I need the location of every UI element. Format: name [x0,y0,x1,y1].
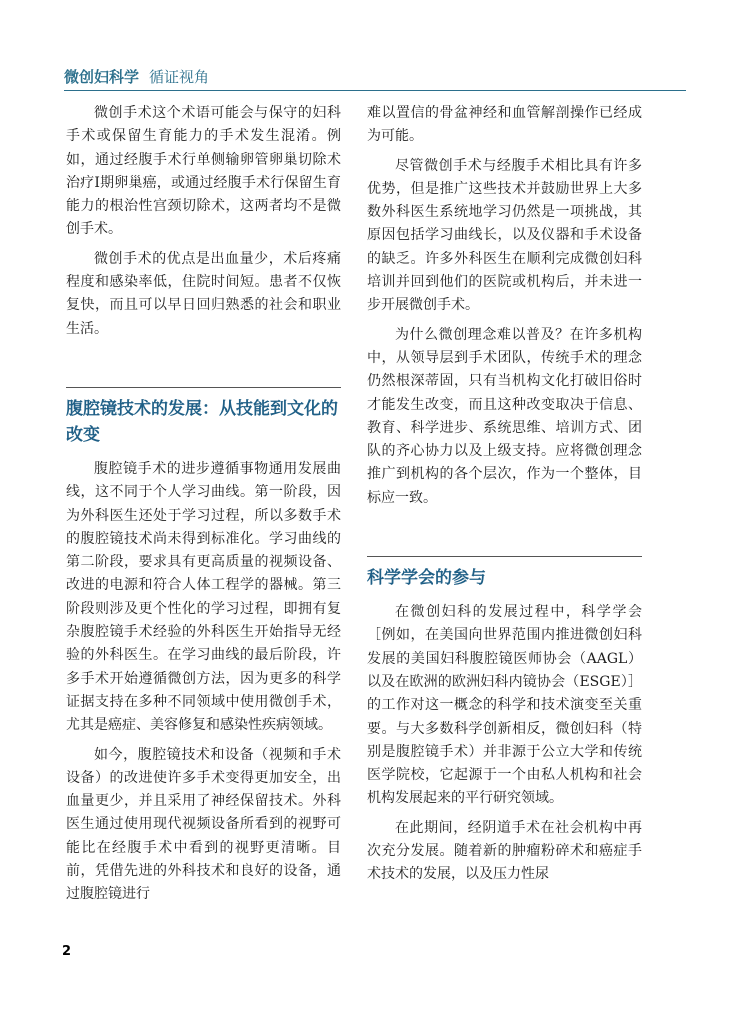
body-paragraph: 在微创妇科的发展过程中，科学学会［例如，在美国向世界范围内推进微创妇科发展的美国妇科腹腔镜医师协会（AAGL）以及在欧洲的欧洲妇科内镜协会（ESGE）］的工作对这一概念的科学和技术演变至关重要。与大多数科学创新相反，微创妇科（特别是腹腔镜手术）并非源于公立大学和传统医学院校，它起源于一个由私人机构和社会机构发展起来的平行研究领域。 [367,604,642,807]
book-subtitle: 循证视角 [149,68,210,86]
body-paragraph: 为什么微创理念难以普及？在许多机构中，从领导层到手术团队，传统手术的理念仍然根深蒂固，只有当机构文化打破旧俗时才能发生改变，而且这种改变取决于信息、教育、科学进步、系统思维、培训方式、团队的齐心协力以及上级支持。应将微创理念推广到机构的各个层次，作为一个整体，目标应一致。 [367,326,642,506]
body-paragraph: 在此期间，经阴道手术在社会机构中再次充分发展。随着新的肿瘤粉碎术和癌症手术技术的发展，以及压力性尿 [367,819,642,883]
page-number: 2 [62,944,72,959]
section-heading-societies: 科学学会的参与 [367,568,486,589]
header-rule [64,90,686,91]
body-paragraph: 尽管微创手术与经腹手术相比具有许多优势，但是推广这些技术并鼓励世界上大多数外科医生系统地学习仍然是一项挑战，其原因包括学习曲线长，以及仪器和手术设备的缺乏。许多外科医生在顺利完成微创妇科培训并回到他们的医院或机构后，并未进一步开展微创手术。 [367,157,642,314]
body-paragraph: 腹腔镜手术的进步遵循事物通用发展曲线，这不同于个人学习曲线。第一阶段，因为外科医生还处于学习过程，所以多数手术的腹腔镜技术尚未得到标准化。学习曲线的第二阶段，要求具有更高质量的视频设备、改进的电源和符合人体工程学的器械。第三阶段则涉及更个性化的学习过程，即拥有复杂腹腔镜手术经验的外科医生开始指导无经验的外科医生。在学习曲线的最后阶段，许多手术开始遵循微创方法，因为更多的科学证据支持在多种不同领域中使用微创手术，尤其是癌症、美容修复和感染性疾病领域。 [66,460,341,734]
running-header [64,66,209,87]
body-paragraph: 如今，腹腔镜技术和设备（视频和手术设备）的改进使许多手术变得更加安全，出血量更少，并且采用了神经保留技术。外科医生通过使用现代视频设备所看到的视野可能比在经腹手术中看到的视野更清晰。目前，凭借先进的外科技术和良好的设备，通过腹腔镜进行 [66,746,341,903]
right-column [367,102,642,893]
intro-paragraph-1: 微创手术这个术语可能会与保守的妇科手术或保留生育能力的手术发生混淆。例如，通过经腹手术行单侧输卵管卵巢切除术治疗Ⅰ期卵巢癌，或通过经腹手术行保留生育能力的根治性宫颈切除术，这两者均不是微创手术。 [66,105,341,238]
book-title: 微创妇科学 [64,68,140,86]
section-heading-laparoscopy: 腹腔镜技术的发展：从技能到文化的改变 [66,398,338,445]
left-column [66,102,341,913]
continued-paragraph: 难以置信的骨盆神经和血管解剖操作已经成为可能。 [367,105,642,145]
intro-paragraph-2: 微创手术的优点是出血量少，术后疼痛程度和感染率低，住院时间短。患者不仅恢复快，而且可以早日回归熟悉的社会和职业生活。 [66,250,341,337]
